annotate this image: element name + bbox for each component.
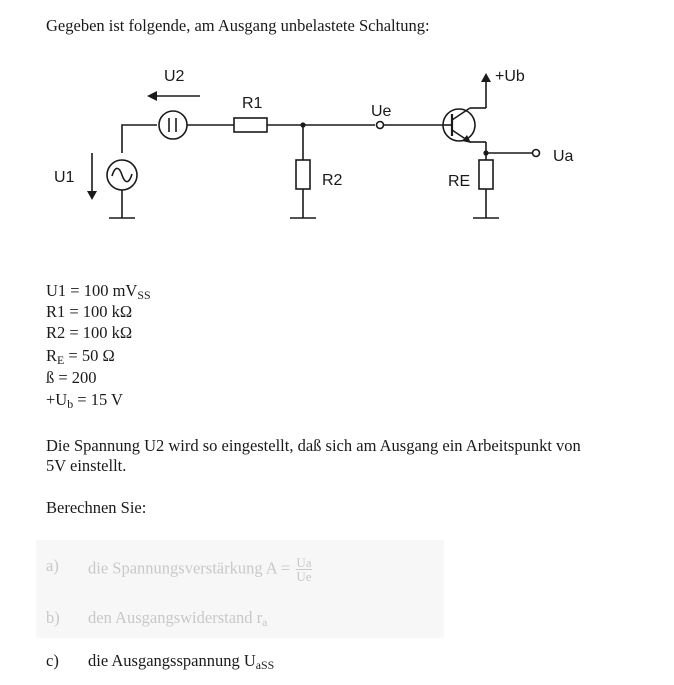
given-beta: ß = 200	[46, 368, 97, 387]
label-u1: U1	[54, 169, 75, 186]
resistor-r2	[296, 160, 310, 189]
task-a-marker: a)	[46, 556, 59, 575]
circuit-diagram	[0, 50, 674, 290]
given-r2: R2 = 100 kΩ	[46, 323, 133, 342]
resistor-r1	[234, 118, 267, 132]
label-r1: R1	[242, 95, 263, 112]
label-r2: R2	[322, 172, 343, 189]
wire-left-top	[122, 125, 157, 153]
given-ub: $+U_b = 15$ V	[46, 390, 123, 411]
terminal-ua	[533, 150, 540, 157]
u2-arrow	[147, 91, 200, 101]
label-re: RE	[448, 173, 471, 190]
given-re: $R_E = 50$ Ω	[46, 346, 115, 367]
task-a-text: die Spannungsverstärkung A = $\frac{Ua}{Ue}$	[88, 555, 312, 584]
label-ue: Ue	[371, 103, 392, 120]
label-ub: +Ub	[495, 68, 525, 85]
u1-arrow	[87, 153, 97, 200]
intro-text: Gegeben ist folgende, am Ausgang unbelastete Schaltung:	[46, 16, 430, 35]
resistor-re	[479, 160, 493, 189]
terminal-ue	[377, 122, 384, 129]
label-ua: Ua	[553, 148, 574, 165]
task-c-marker: c)	[46, 651, 59, 670]
task-heading: Berechnen Sie:	[46, 498, 147, 517]
u1-ac-source-symbol	[107, 160, 137, 190]
transistor-symbol	[443, 108, 475, 143]
task-b-text: den Ausgangswiderstand $r_a$	[88, 608, 268, 629]
paragraph-line-2: 5V einstellt.	[46, 456, 127, 475]
task-c-text: die Ausgangsspannung $U_{aSS}$	[88, 651, 275, 672]
label-u2: U2	[164, 68, 185, 85]
given-r1: R1 = 100 kΩ	[46, 302, 133, 321]
u2-source-symbol	[159, 111, 187, 139]
given-u1: U1 = 100 $mV_{SS}$	[46, 281, 151, 302]
task-b-marker: b)	[46, 608, 60, 627]
paragraph-line-1: Die Spannung U2 wird so eingestellt, daß sich am Ausgang ein Arbeitspunkt von	[46, 436, 581, 455]
